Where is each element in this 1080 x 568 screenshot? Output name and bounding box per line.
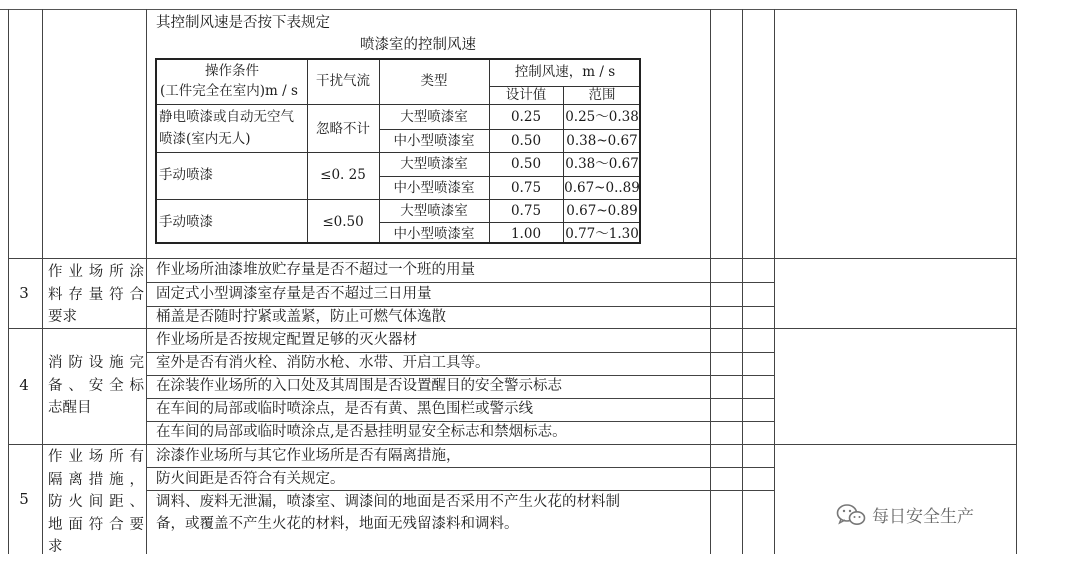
check-item: 在车间的局部或临时喷涂点，是否有黄、黑色围栏或警示线 xyxy=(156,401,533,417)
section-number: 4 xyxy=(19,376,29,394)
section-category: 作业场所有 隔离措施， 防火间距、 地面符合要 求 xyxy=(48,449,144,555)
check-item: 桶盖是否随时拧紧或盖紧，防止可燃气体逸散 xyxy=(156,309,446,325)
watermark-text: 每日安全生产 xyxy=(872,507,974,527)
design-cell: 0.75 xyxy=(510,180,542,196)
section-number: 5 xyxy=(19,490,29,508)
check-item: 调料、废料无泄漏，喷漆室、调漆间的地面是否采用不产生火花的材料制 xyxy=(156,494,620,510)
header-design: 设计值 xyxy=(505,87,547,103)
type-cell: 大型喷漆室 xyxy=(400,109,468,125)
condition-cell: 手动喷漆 xyxy=(159,167,213,183)
range-cell: 0.38～0.67 xyxy=(565,156,639,172)
table-top-border xyxy=(0,9,1016,10)
range-cell: 0.38~0.67 xyxy=(566,133,638,149)
design-cell: 0.50 xyxy=(510,156,542,172)
type-cell: 大型喷漆室 xyxy=(400,156,468,172)
col-border-5 xyxy=(774,9,775,554)
range-cell: 0.67~0.89 xyxy=(566,203,638,219)
type-cell: 中小型喷漆室 xyxy=(393,226,475,242)
condition-cell: 手动喷漆 xyxy=(159,214,213,230)
check-item: 防火间距是否符合有关规定。 xyxy=(156,471,345,487)
check-item: 固定式小型调漆室存量是否不超过三日用量 xyxy=(156,286,432,302)
check-item: 涂漆作业场所与其它作业场所是否有隔离措施， xyxy=(156,448,461,464)
disturbance-cell: ≤0.50 xyxy=(322,214,364,230)
section-number: 3 xyxy=(19,284,29,302)
check-item: 备，或覆盖不产生火花的材料，地面无残留漆料和调料。 xyxy=(156,516,519,532)
watermark xyxy=(836,502,974,527)
check-item: 作业场所油漆堆放贮存量是否不超过一个班的用量 xyxy=(156,262,475,278)
check-item: 室外是否有消火栓、消防水枪、水带、开启工具等。 xyxy=(156,355,490,371)
col-border-1 xyxy=(42,9,43,554)
col-border-0 xyxy=(8,9,9,554)
section-category: 消防设施完 备、安全标 志醒目 xyxy=(48,355,144,416)
check-item: 在涂装作业场所的入口处及其周围是否设置醒目的安全警示标志 xyxy=(156,378,562,394)
disturbance-cell: ≤0. 25 xyxy=(320,167,366,183)
wechat-icon xyxy=(836,503,866,527)
design-cell: 0.75 xyxy=(510,203,542,219)
disturbance-cell: 忽略不计 xyxy=(316,121,370,137)
design-cell: 0.25 xyxy=(510,109,542,125)
header-disturbance: 干扰气流 xyxy=(316,73,370,89)
col-border-6 xyxy=(1016,9,1017,554)
header-condition: 操作条件 xyxy=(205,63,259,79)
header-condition-sub: (工件完全在室内)m / s xyxy=(160,83,298,99)
speed-table xyxy=(155,58,641,244)
intro-line: 其控制风速是否按下表规定 xyxy=(156,15,330,31)
range-cell: 0.25～0.38 xyxy=(565,109,639,125)
header-type: 类型 xyxy=(420,73,448,89)
design-cell: 0.50 xyxy=(510,133,542,149)
condition-cell-sub: 喷漆(室内无人) xyxy=(159,131,251,147)
range-cell: 0.77～1.30 xyxy=(565,226,639,242)
range-cell: 0.67~0..89 xyxy=(564,180,640,196)
speed-table-title: 喷漆室的控制风速 xyxy=(360,37,476,53)
condition-cell: 静电喷漆或自动无空气 xyxy=(159,109,294,125)
header-control-speed: 控制风速，m / s xyxy=(514,64,616,80)
header-range: 范围 xyxy=(588,87,616,103)
type-cell: 中小型喷漆室 xyxy=(393,180,475,196)
design-cell: 1.00 xyxy=(510,226,542,242)
type-cell: 中小型喷漆室 xyxy=(393,133,475,149)
check-item: 作业场所是否按规定配置足够的灭火器材 xyxy=(156,332,417,348)
section-category: 作业场所涂 料存量符合 要求 xyxy=(48,264,144,325)
check-item: 在车间的局部或临时喷涂点,是否悬挂明显安全标志和禁烟标志。 xyxy=(156,424,567,440)
type-cell: 大型喷漆室 xyxy=(400,203,468,219)
